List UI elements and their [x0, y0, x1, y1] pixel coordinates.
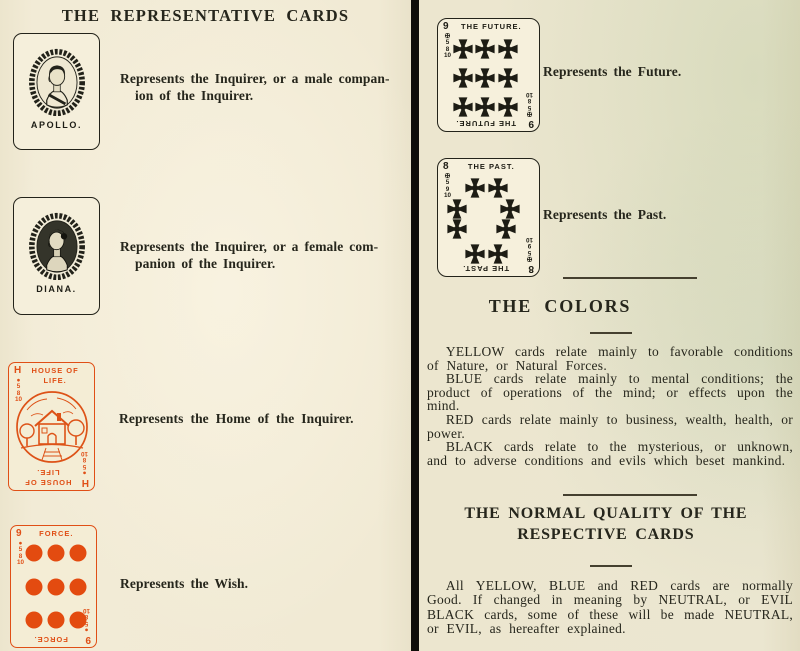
- index-number: 10: [14, 396, 22, 404]
- card-title: HOUSE OF LIFE.: [24, 468, 72, 487]
- card-title: THE FUTURE.: [460, 22, 522, 31]
- index-number: 5: [82, 463, 87, 470]
- suit-pip-icon: ●: [18, 540, 23, 547]
- cross-pip: [453, 39, 473, 59]
- card-corner-bottom: [443, 235, 534, 274]
- card-force: [10, 525, 97, 648]
- section-divider: [590, 565, 632, 567]
- index-number: 9: [445, 185, 450, 193]
- index-number: 8: [445, 45, 450, 53]
- page-title: THE REPRESENTATIVE CARDS: [61, 6, 350, 25]
- colors-section-heading: THE COLORS: [488, 296, 632, 316]
- card-index: [80, 449, 89, 476]
- index-number: 8: [18, 552, 23, 560]
- card-corner-number: 9: [16, 528, 22, 539]
- section-divider: [563, 494, 697, 496]
- caption-diana: [120, 239, 410, 272]
- circle-pip: [26, 578, 43, 595]
- index-number: 8: [527, 97, 532, 105]
- quality-section-body: [427, 579, 793, 636]
- cross-pip: [475, 39, 495, 59]
- caption-line: Represents the Wish.: [120, 576, 249, 591]
- index-number: 5: [18, 546, 23, 553]
- diana-portrait-medallion: [29, 212, 85, 281]
- page-spine-divider: [411, 0, 419, 651]
- cross-pip: [498, 68, 518, 88]
- cross-pip: [447, 199, 467, 219]
- card-corner-letter: H: [81, 477, 89, 488]
- caption-force: [120, 576, 410, 593]
- card-corner-number: 9: [85, 634, 91, 645]
- card-index: [525, 235, 534, 262]
- index-number: 10: [16, 559, 24, 567]
- caption-line: Represents the Inquirer, or a male compan-: [120, 71, 390, 86]
- index-number: 10: [81, 449, 89, 457]
- card-corner-number: 8: [528, 263, 534, 274]
- circle-pip: [69, 578, 86, 595]
- cross-pip: [465, 178, 485, 198]
- index-number: 9: [527, 242, 532, 250]
- caption-line: Represents the Inquirer, or a female com-: [120, 239, 379, 254]
- suit-pip-icon: ✠: [444, 173, 451, 180]
- circle-pip: [69, 545, 86, 562]
- card-corner-number: 9: [443, 21, 449, 32]
- card-name-label: DIANA.: [36, 284, 77, 294]
- card-index: [525, 90, 534, 117]
- section-divider: [590, 332, 632, 334]
- cross-pip: [453, 68, 473, 88]
- suit-pip-icon: ●: [84, 626, 89, 633]
- heading-line: THE NORMAL QUALITY OF THE: [464, 505, 748, 522]
- circle-pip: [26, 545, 43, 562]
- card-title: FORCE.: [39, 529, 74, 538]
- right-page: [419, 0, 800, 651]
- caption-past: Represents the Past.: [543, 207, 667, 222]
- section-divider: [563, 277, 697, 279]
- index-number: 8: [84, 613, 89, 621]
- paragraph-blue: BLUE cards relate mainly to mental conditions; the product of operations of the mind; or effects upon the mind.: [427, 371, 793, 414]
- caption-line: ion of the Inquirer.: [135, 87, 254, 103]
- card-title: THE FUTURE.: [455, 119, 517, 128]
- paragraph-quality: All YELLOW, BLUE and RED cards are normally Good. If changed in meaning by NEUTRAL, or EVIL BLACK cards, some of these will be made NEUTRAL, or EVIL, as hereafter explained.: [427, 578, 793, 636]
- index-number: 5: [445, 39, 450, 46]
- card-title: HOUSE OF LIFE.: [31, 366, 79, 385]
- caption-house-of-life: [119, 411, 411, 428]
- cross-pip: [496, 219, 516, 239]
- index-number: 5: [527, 249, 532, 256]
- index-number: 5: [16, 383, 21, 390]
- caption-apollo: [120, 71, 410, 104]
- paragraph-red: RED cards relate mainly to business, wealth, health, or power.: [427, 411, 793, 441]
- card-corner-number: 8: [443, 161, 449, 172]
- card-apollo: [13, 33, 100, 150]
- card-the-future: [437, 18, 540, 132]
- paragraph-yellow: YELLOW cards relate mainly to favorable conditions of Nature, or Natural Forces.: [427, 344, 793, 373]
- suit-pip-icon: ✠: [526, 255, 533, 262]
- circle-pip: [48, 578, 65, 595]
- card-corner-bottom: [14, 449, 89, 488]
- card-the-past: [437, 158, 540, 277]
- card-corner-bottom: [16, 606, 91, 645]
- index-number: 8: [82, 456, 87, 464]
- caption-future: Represents the Future.: [543, 64, 682, 79]
- index-number: 5: [445, 179, 450, 186]
- index-number: 5: [84, 620, 89, 627]
- index-number: 8: [16, 389, 21, 397]
- suit-pip-icon: ✠: [444, 33, 451, 40]
- card-diana: [13, 197, 100, 315]
- card-index: [82, 606, 91, 633]
- quality-section-heading: [423, 503, 789, 545]
- colors-section-body: [427, 345, 793, 467]
- cross-pip: [500, 199, 520, 219]
- index-number: 10: [526, 235, 534, 243]
- suit-pip-icon: ●: [16, 377, 21, 384]
- card-corner-number: 9: [528, 118, 534, 129]
- index-number: 10: [443, 52, 451, 60]
- caption-line: Represents the Home of the Inquirer.: [119, 411, 354, 426]
- heading-line: RESPECTIVE CARDS: [517, 526, 695, 543]
- cross-pip: [475, 68, 495, 88]
- index-number: 10: [526, 90, 534, 98]
- index-number: 10: [83, 606, 91, 614]
- card-title: THE PAST.: [462, 264, 510, 273]
- card-title: THE PAST.: [467, 162, 515, 171]
- apollo-portrait-medallion: [29, 48, 85, 117]
- card-house-of-life: [8, 362, 95, 491]
- card-corner-bottom: [443, 90, 534, 129]
- cross-pip: [488, 178, 508, 198]
- caption-line: panion of the Inquirer.: [135, 255, 276, 271]
- card-title: FORCE.: [33, 635, 68, 644]
- card-corner-letter: H: [14, 365, 22, 376]
- circle-pip: [48, 545, 65, 562]
- index-number: 5: [527, 104, 532, 111]
- cross-pip: [447, 219, 467, 239]
- suit-pip-icon: ✠: [526, 110, 533, 117]
- cross-pip: [498, 39, 518, 59]
- card-name-label: APOLLO.: [30, 120, 83, 130]
- suit-pip-icon: ●: [82, 469, 87, 476]
- index-number: 10: [443, 192, 451, 200]
- paragraph-black: BLACK cards relate to the mysterious, or unknown, and to adverse conditions and evils which beset mankind.: [427, 439, 793, 468]
